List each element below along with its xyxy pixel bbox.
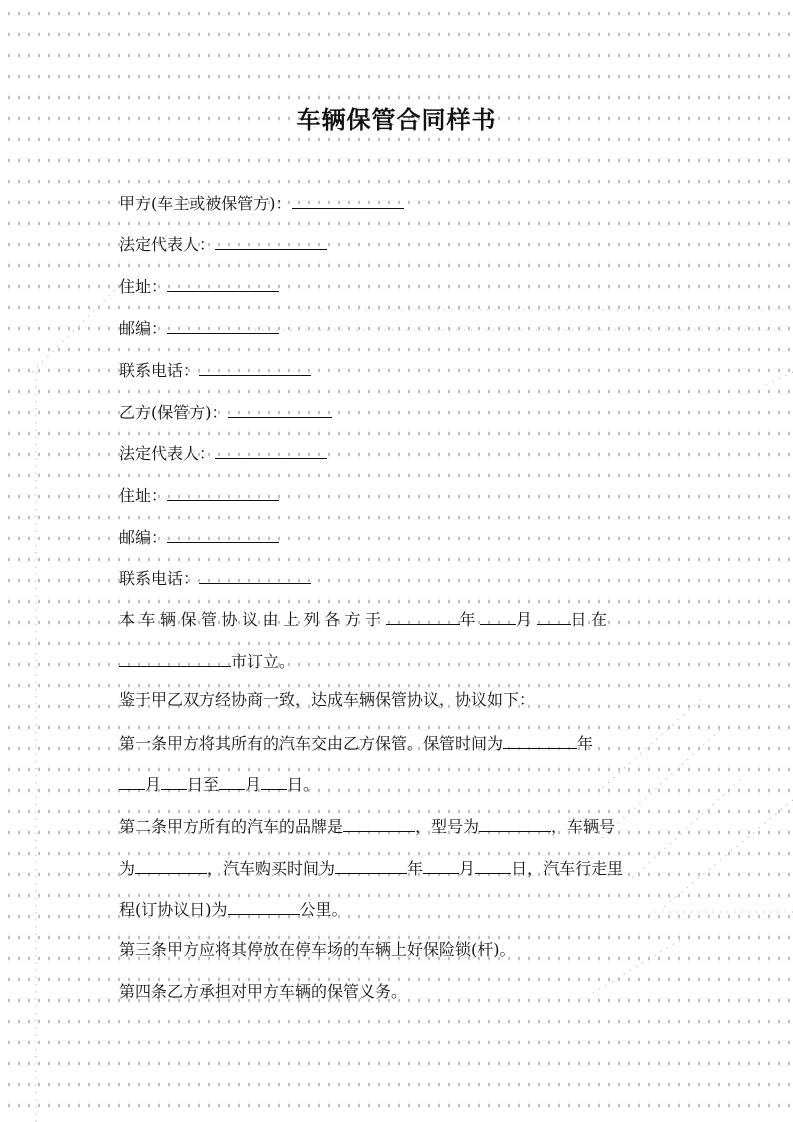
article2-brand-blank[interactable] [343, 815, 415, 832]
intro-city-label: 市订立。 [231, 652, 296, 671]
intro-year-label: 年 [459, 610, 481, 629]
article1-text: 第一条甲方将其所有的汽车交由乙方保管。保管时间为 [119, 734, 504, 753]
party-a-line [119, 192, 404, 214]
intro-month-blank[interactable] [480, 608, 516, 625]
party-b-rep-line [119, 442, 327, 464]
article2-km-label: 公里。 [299, 900, 348, 919]
party-b-label: 乙方(保管方)： [119, 403, 228, 422]
article2-line [119, 815, 615, 837]
article2-plate-label: ，车辆号 [551, 817, 616, 836]
intro-city-blank[interactable] [119, 650, 231, 667]
party-b-postcode-label: 邮编： [119, 528, 168, 547]
party-a-blank[interactable] [292, 192, 404, 209]
agreement-intro-line [119, 608, 612, 630]
party-a-rep-line [119, 233, 327, 255]
party-b-address-label: 住址： [119, 486, 168, 505]
party-b-phone-label: 联系电话： [119, 569, 200, 588]
intro-day-blank[interactable] [537, 608, 571, 625]
party-a-phone-label: 联系电话： [119, 361, 200, 380]
party-a-phone-blank[interactable] [199, 359, 311, 376]
party-a-postcode-label: 邮编： [119, 319, 168, 338]
article1-month-label: 月 [145, 775, 162, 794]
intro-year-blank[interactable] [386, 608, 460, 625]
party-a-address-label: 住址： [119, 277, 168, 296]
article2-cont-line [119, 857, 623, 879]
party-a-address-blank[interactable] [167, 275, 279, 292]
article2-day-blank[interactable] [475, 857, 511, 874]
article2-year-label: 年 [407, 859, 424, 878]
party-b-rep-blank[interactable] [215, 442, 327, 459]
article1-line [119, 732, 593, 754]
party-a-phone-line [119, 359, 311, 381]
article2-mileage-blank[interactable] [228, 898, 300, 915]
article1-month2-label: 月 [245, 775, 262, 794]
agreement-city-line [119, 650, 295, 672]
article2-mileage-lead: 日，汽车行走里 [511, 859, 624, 878]
article1-month-blank[interactable] [119, 773, 145, 790]
party-a-postcode-blank[interactable] [167, 317, 279, 334]
party-b-address-blank[interactable] [167, 484, 279, 501]
article1-dayend-label: 日。 [287, 775, 320, 794]
article2-plate-blank[interactable] [135, 857, 207, 874]
party-b-rep-label: 法定代表人： [119, 444, 216, 463]
article2-as-label: 为 [119, 859, 136, 878]
article2-mileage-line [119, 898, 348, 920]
party-a-rep-blank[interactable] [215, 233, 327, 250]
party-a-label: 甲方(车主或被保管方)： [119, 194, 292, 213]
article2-model-label: ，型号为 [415, 817, 480, 836]
intro-text: 本车辆保管协议由上列各方于 [119, 610, 386, 629]
article1-year-blank[interactable] [503, 732, 577, 749]
article2-year-blank[interactable] [335, 857, 407, 874]
article1-day-blank[interactable] [161, 773, 187, 790]
article1-dayend-blank[interactable] [261, 773, 287, 790]
intro-month-label: 月 [516, 610, 537, 629]
article2-purchase-label: ，汽车购买时间为 [207, 859, 336, 878]
party-b-phone-line [119, 567, 311, 589]
article2-model-blank[interactable] [479, 815, 551, 832]
article2-month-blank[interactable] [423, 857, 459, 874]
party-a-postcode-line [119, 317, 279, 339]
party-b-address-line [119, 484, 279, 506]
article1-cont-line [119, 773, 319, 795]
party-a-rep-label: 法定代表人： [119, 235, 216, 254]
article1-dayto-label: 日至 [187, 775, 220, 794]
intro-day-label: 日在 [570, 610, 612, 629]
consensus-line: 鉴于甲乙双方经协商一致，达成车辆保管协议，协议如下： [119, 690, 536, 709]
article3-line: 第三条甲方应将其停放在停车场的车辆上好保险锁(杆)。 [119, 940, 516, 959]
party-b-line [119, 401, 332, 423]
party-b-postcode-blank[interactable] [167, 526, 279, 543]
party-b-postcode-line [119, 526, 279, 548]
article1-month2-blank[interactable] [219, 773, 245, 790]
party-a-address-line [119, 275, 279, 297]
article2-month-label: 月 [459, 859, 476, 878]
article2-mileage-date: 程(订协议日)为 [119, 900, 228, 919]
contract-title: 车辆保管合同样书 [296, 105, 497, 134]
article2-text: 第二条甲方所有的汽车的品牌是 [119, 817, 344, 836]
party-b-phone-blank[interactable] [199, 567, 311, 584]
article4-line: 第四条乙方承担对甲方车辆的保管义务。 [119, 982, 408, 1001]
article1-year-label: 年 [577, 734, 594, 753]
party-b-blank[interactable] [228, 401, 332, 418]
